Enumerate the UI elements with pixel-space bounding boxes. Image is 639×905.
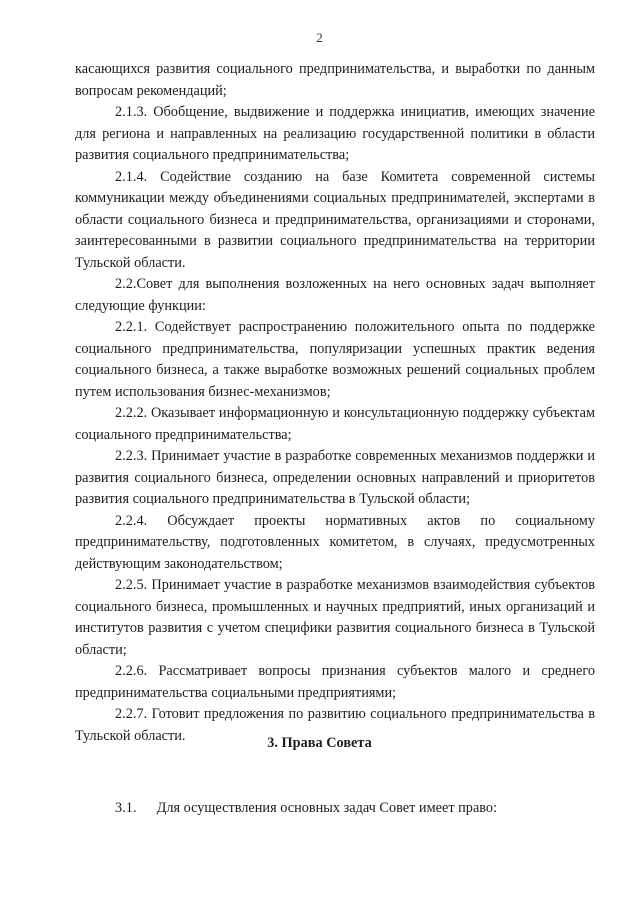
paragraph: 2.2.7. Готовит предложения по развитию социального предпринимательства в Тульской области. [75,706,595,744]
paragraph: 2.2.4. Обсуждает проекты нормативных актов по социальному предпринимательству, подготовленных комитетом, в случаях, предусмотренных действующим законодательством; [75,512,595,572]
paragraph: 2.1.3. Обобщение, выдвижение и поддержка инициатив, имеющих значение для региона и направленных на реализацию государственной политики в области развития социального предпринимательства; [75,104,595,163]
page-number: 2 [316,30,323,45]
clause-number: 3.1. [115,800,137,816]
clause-text: Для осуществления основных задач Совет имеет право: [156,800,498,816]
paragraph: 2.2.1. Содействует распространению положительного опыта по поддержке социального предпринимательства, популяризации успешных практик ведения социального бизнеса, а также выработке возможных решений социальных проблем путем использования бизнес-механизмов; [75,319,595,400]
document-body [75,59,595,747]
paragraph: 2.2.6. Рассматривает вопросы признания субъектов малого и среднего предпринимательства социальными предприятиями; [75,663,595,701]
section-heading: 3. Права Совета [267,735,372,751]
paragraph: 2.2.3. Принимает участие в разработке современных механизмов поддержки и развития социального бизнеса, определении основных направлений и приоритетов развития социального предпринимательства в Тульской области; [75,448,595,507]
paragraph: 2.2.Совет для выполнения возложенных на него основных задач выполняет следующие функции: [75,276,595,314]
clause-3-1 [115,800,497,817]
paragraph: 2.2.2. Оказывает информационную и консультационную поддержку субъектам социального предпринимательства; [75,405,595,443]
paragraph: 2.1.4. Содействие созданию на базе Комитета современной системы коммуникации между объединениями социальных предпринимателей, экспертами в области социального бизнеса и предпринимательства, организациями и сторонами, заинтересованными в развитии социального предпринимательства на территории Тульской области. [75,168,595,271]
paragraph: 2.2.5. Принимает участие в разработке механизмов взаимодействия субъектов социального бизнеса, промышленных и научных предприятий, иных организаций и институтов развития с учетом специфики развития социального бизнеса в Тульской области; [75,577,595,658]
paragraph: касающихся развития социального предпринимательства, и выработки по данным вопросам рекомендаций; [75,61,595,99]
